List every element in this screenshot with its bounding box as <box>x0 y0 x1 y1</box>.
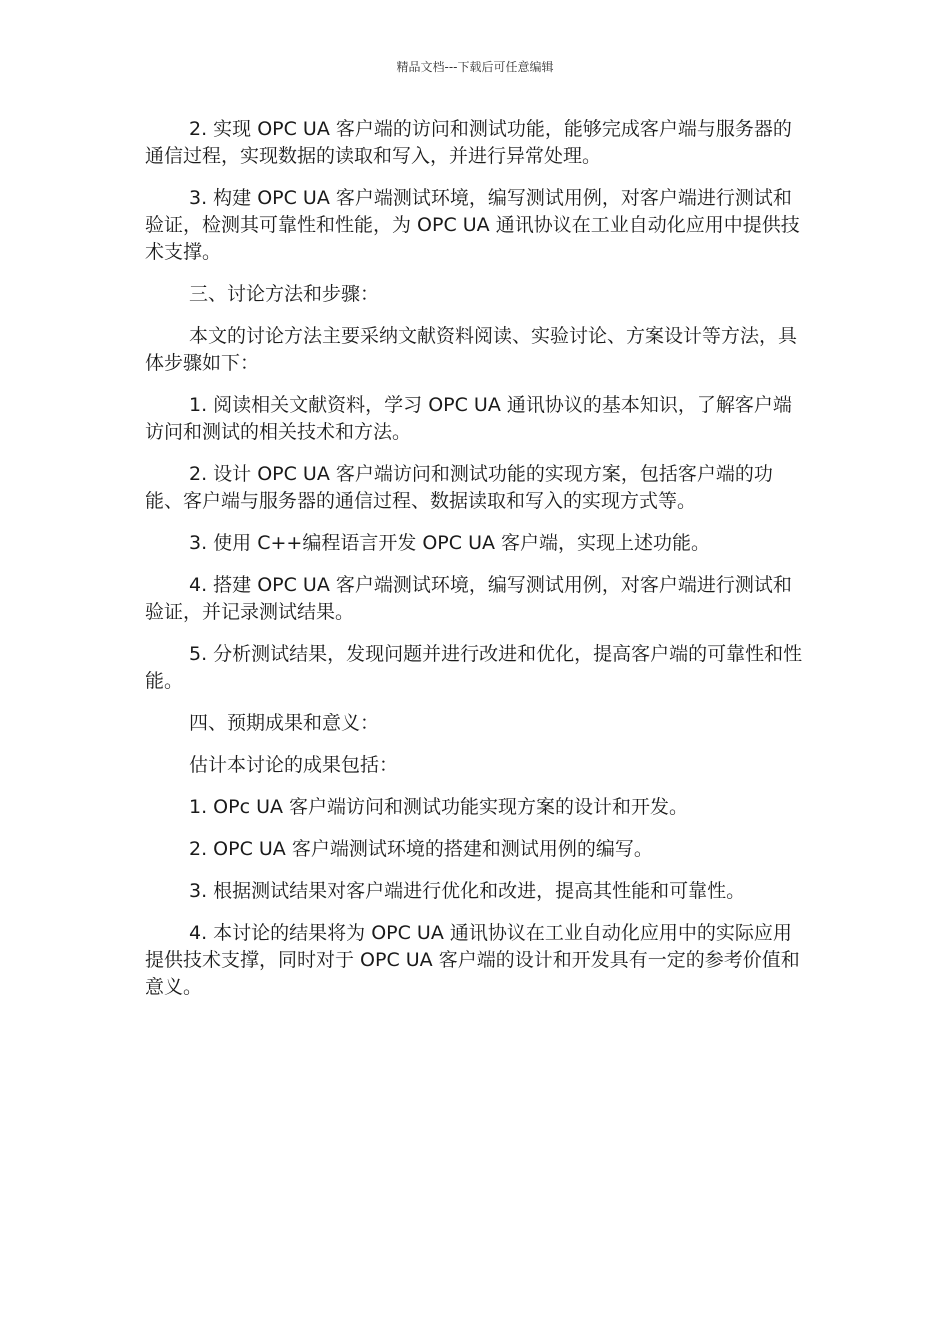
paragraph-methods-intro: 本文的讨论方法主要采纳文献资料阅读、实验讨论、方案设计等方法，具体步骤如下： <box>145 325 798 374</box>
paragraph-outcome-1: 1. OPc UA 客户端访问和测试功能实现方案的设计和开发。 <box>189 796 689 818</box>
paragraph-step-4: 4. 搭建 OPC UA 客户端测试环境，编写测试用例，对客户端进行测试和验证，并记录测试结果。 <box>145 574 792 623</box>
section-heading-methods: 三、讨论方法和步骤： <box>189 283 380 305</box>
paragraph-step-1: 1. 阅读相关文献资料，学习 OPC UA 通讯协议的基本知识，了解客户端访问和测试的相关技术和方法。 <box>145 394 792 443</box>
section-heading-outcomes: 四、预期成果和意义： <box>189 712 380 734</box>
paragraph-goal-2: 2. 实现 OPC UA 客户端的访问和测试功能，能够完成客户端与服务器的通信过程，实现数据的读取和写入，并进行异常处理。 <box>145 118 792 167</box>
paragraph-step-2: 2. 设计 OPC UA 客户端访问和测试功能的实现方案，包括客户端的功能、客户端与服务器的通信过程、数据读取和写入的实现方式等。 <box>145 463 773 512</box>
paragraph-outcome-2: 2. OPC UA 客户端测试环境的搭建和测试用例的编写。 <box>189 838 653 860</box>
paragraph-step-3: 3. 使用 C++编程语言开发 OPC UA 客户端，实现上述功能。 <box>189 532 711 554</box>
paragraph-outcome-4: 4. 本讨论的结果将为 OPC UA 通讯协议在工业自动化应用中的实际应用提供技术支撑，同时对于 OPC UA 客户端的设计和开发具有一定的参考价值和意义。 <box>145 922 800 998</box>
page-header: 精品文档---下载后可任意编辑 <box>396 60 554 74</box>
paragraph-step-5: 5. 分析测试结果，发现问题并进行改进和优化，提高客户端的可靠性和性能。 <box>145 643 803 692</box>
paragraph-outcome-3: 3. 根据测试结果对客户端进行优化和改进，提高其性能和可靠性。 <box>189 880 746 902</box>
paragraph-goal-3: 3. 构建 OPC UA 客户端测试环境，编写测试用例，对客户端进行测试和验证，检测其可靠性和性能，为 OPC UA 通讯协议在工业自动化应用中提供技术支撑。 <box>145 187 800 263</box>
document-body <box>145 116 807 1016</box>
paragraph-outcomes-intro: 估计本讨论的成果包括： <box>189 754 399 776</box>
